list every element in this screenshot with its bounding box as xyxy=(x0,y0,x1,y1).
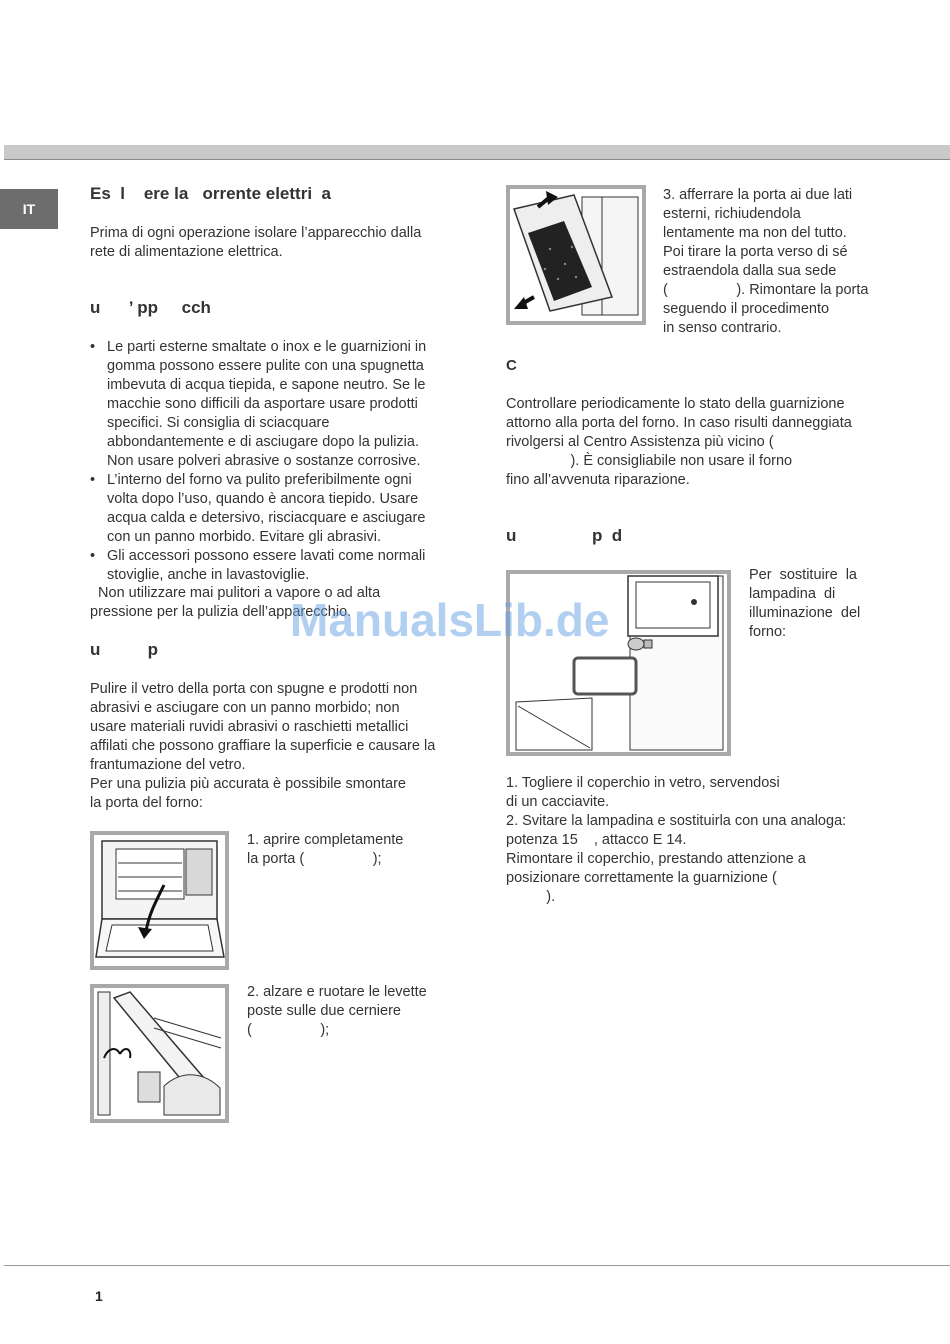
figure-remove-door xyxy=(506,185,646,325)
step2-line: poste sulle due cerniere xyxy=(247,1003,401,1019)
lamp_steps-line: ). xyxy=(506,889,556,905)
step3-line: 3. afferrare la porta ai due lati xyxy=(663,187,853,203)
heading-gasket-check: C xyxy=(506,357,517,374)
para4-line: Controllare periodicamente lo stato della guarnizione xyxy=(506,396,845,412)
step1-line: 1. aprire completamente xyxy=(247,832,404,848)
lamp_steps-line: 2. Svitare la lampadina e sostituirla con una analoga: xyxy=(506,813,847,829)
step-1-text xyxy=(247,831,403,869)
bullet-line: acqua calda e detersivo, risciacquare e asciugare xyxy=(107,510,426,526)
footer-line xyxy=(4,1265,950,1266)
bullet-line: • Gli accessori possono essere lavati come normali xyxy=(107,548,426,564)
para3-line: Pulire il vetro della porta con spugne e prodotti non xyxy=(90,681,418,697)
gasket-check-paragraph xyxy=(506,395,852,490)
lamp_steps-line: Rimontare il coperchio, prestando attenzione a xyxy=(506,851,806,867)
lamp-bulb-icon xyxy=(628,638,652,650)
top-bar-line xyxy=(4,159,950,160)
bullet-line: macchie sono difficili da asportare usare prodotti xyxy=(107,396,418,412)
lamp_intro-line: Per sostituire la xyxy=(749,567,857,583)
heading-cleaning-door: u p xyxy=(90,640,158,659)
step3-line: in senso contrario. xyxy=(663,320,782,336)
para3-line: Per una pulizia più accurata è possibile smontare xyxy=(90,776,406,792)
step3-line: ( ). Rimontare la porta xyxy=(663,282,869,298)
bullet-line: abbondantemente e di asciugare dopo la pulizia. xyxy=(107,434,419,450)
bullet-line: specifici. Si consiglia di sciacquare xyxy=(107,415,330,431)
heading-cleaning-appliance: u ’ pp cch xyxy=(90,298,211,317)
heading-disconnect-power: Es l ere la orrente elettri a xyxy=(90,184,331,203)
figure-hinge-levers xyxy=(90,984,229,1123)
para3-line: usare materiali ruvidi abrasivi o raschietti metallici xyxy=(90,719,409,735)
para4-line: ). È consigliabile non usare il forno xyxy=(506,453,793,469)
cleaning-bullet-item xyxy=(90,338,460,471)
open-door-illustration xyxy=(94,835,225,966)
lamp_intro-line: lampadina di xyxy=(749,586,836,602)
para4-line: fino all’avvenuta riparazione. xyxy=(506,472,690,488)
bullet-line: • Le parti esterne smaltate o inox e le guarnizioni in xyxy=(107,339,427,355)
steam-line: pressione per la pulizia dell’apparecchio. xyxy=(90,604,352,620)
page-number: 1 xyxy=(95,1288,103,1304)
step2-line: 2. alzare e ruotare le levette xyxy=(247,984,427,1000)
lamp-steps-text xyxy=(506,774,846,907)
bullet-line: volta dopo l’uso, quando è ancora tiepido. Usare xyxy=(107,491,419,507)
lamp_intro-line: forno: xyxy=(749,624,787,640)
para3-line: abrasivi e asciugare con un panno morbido; non xyxy=(90,700,400,716)
cleaning-bullet-item xyxy=(90,547,460,585)
hinge-levers-illustration xyxy=(94,988,225,1119)
para1-line: Prima di ogni operazione isolare l’apparecchio dalla xyxy=(90,225,422,241)
figure-open-door xyxy=(90,831,229,970)
para3-line: affilati che possono graffiare la superficie e causare la xyxy=(90,738,436,754)
bullet-line: con un panno morbido. Evitare gli abrasivi. xyxy=(107,529,382,545)
para1-line: rete di alimentazione elettrica. xyxy=(90,244,283,260)
step3-line: lentamente ma non del tutto. xyxy=(663,225,847,241)
steam-line: Non utilizzare mai pulitori a vapore o ad alta xyxy=(90,585,381,601)
heading-replace-lamp: u p d xyxy=(506,526,623,545)
language-tab: IT xyxy=(0,189,58,229)
bullet-line: Non usare polveri abrasive o sostanze corrosive. xyxy=(107,453,421,469)
step3-line: seguendo il procedimento xyxy=(663,301,830,317)
lamp_steps-line: di un cacciavite. xyxy=(506,794,610,810)
bullet-line: imbevuta di acqua tiepida, e sapone neutro. Se le xyxy=(107,377,426,393)
watermark: ManualsLib.de xyxy=(290,594,610,646)
lamp-intro-text xyxy=(749,566,860,642)
lamp_steps-line: potenza 15 , attacco E 14. xyxy=(506,832,687,848)
step3-line: estraendola dalla sua sede xyxy=(663,263,837,279)
remove-door-illustration xyxy=(510,189,642,321)
bullet-line: gomma possono essere pulite con una spugnetta xyxy=(107,358,424,374)
top-bar xyxy=(4,145,950,159)
cleaning-bullet-item xyxy=(90,471,460,547)
step3-line: esterni, richiudendola xyxy=(663,206,801,222)
lamp_steps-line: 1. Togliere il coperchio in vetro, servendosi xyxy=(506,775,780,791)
cleaning-bullets xyxy=(90,338,460,585)
bullet-line: • L’interno del forno va pulito preferibilmente ogni xyxy=(107,472,412,488)
para4-line: rivolgersi al Centro Assistenza più vicino ( xyxy=(506,434,774,450)
step2-line: ( ); xyxy=(247,1022,330,1038)
door-cleaning-paragraph xyxy=(90,680,435,813)
step-2-text xyxy=(247,983,427,1040)
bullet-line: stoviglie, anche in lavastoviglie. xyxy=(107,567,310,583)
para3-line: frantumazione del vetro. xyxy=(90,757,246,773)
step-3-text xyxy=(663,186,868,338)
para4-line: attorno alla porta del forno. In caso risulti danneggiata xyxy=(506,415,852,431)
disconnect-power-paragraph xyxy=(90,224,421,262)
step1-line: la porta ( ); xyxy=(247,851,382,867)
lamp_steps-line: posizionare correttamente la guarnizione ( xyxy=(506,870,777,886)
step3-line: Poi tirare la porta verso di sé xyxy=(663,244,848,260)
lamp_intro-line: illuminazione del xyxy=(749,605,861,621)
para3-line: la porta del forno: xyxy=(90,795,203,811)
